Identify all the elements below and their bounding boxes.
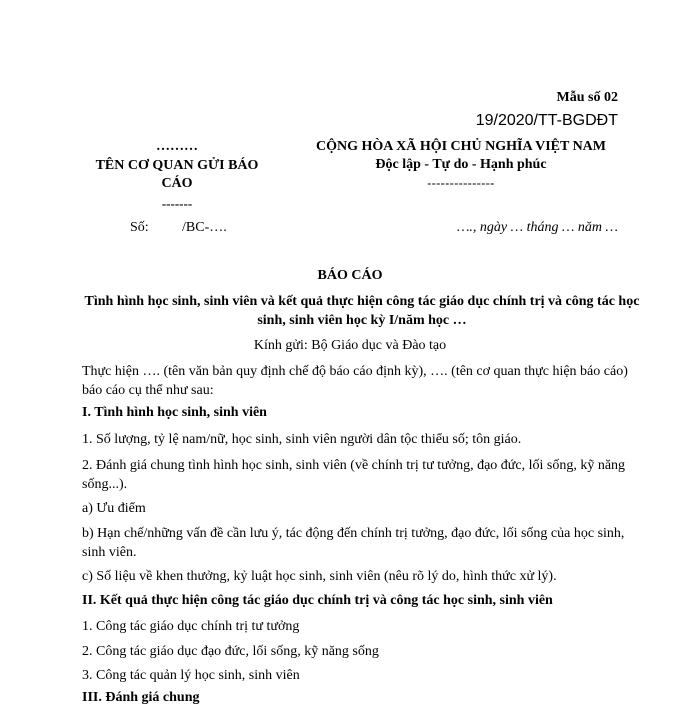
section1-heading: I. Tình hình học sinh, sinh viên [82, 405, 267, 420]
section1-item1: 1. Số lượng, tỷ lệ nam/nữ, học sinh, sinh viên người dân tộc thiểu số; tôn giáo. [82, 432, 522, 447]
document-title: BÁO CÁO [317, 268, 383, 283]
section1-item2: 2. Đánh giá chung tình hình học sinh, sinh viên (về chính trị tư tưởng, đạo đức, lối sống, kỹ năng sống...). [82, 458, 626, 492]
intro-paragraph: Thực hiện …. (tên văn bản quy định chế độ báo cáo định kỳ), …. (tên cơ quan thực hiện báo cáo) báo cáo cụ thể như sau: [82, 364, 628, 398]
agency-name: TÊN CƠ QUAN GỬI BÁO CÁO [95, 158, 259, 191]
number-label: Số: [130, 220, 149, 235]
section1-item-b: b) Hạn chế/những vấn đề cần lưu ý, tác động đến chính trị tưởng, đạo đức, lối sống của học sinh, sinh viên. [82, 526, 625, 560]
section2-heading: II. Kết quả thực hiện công tác giáo dục chính trị và công tác học sinh, sinh viên [82, 593, 553, 608]
section2-item1: 1. Công tác giáo dục chính trị tư tưởng [82, 619, 300, 634]
agency-divider: ------- [161, 196, 193, 211]
country-name: CỘNG HÒA XÃ HỘI CHỦ NGHĨA VIỆT NAM [315, 139, 606, 154]
form-number: Mẫu số 02 [556, 90, 618, 105]
section2-item3: 3. Công tác quản lý học sinh, sinh viên [82, 668, 300, 683]
section1-item-a: a) Ưu điểm [82, 501, 146, 516]
recipient-line: Kính gửi: Bộ Giáo dục và Đào tạo [253, 338, 447, 353]
number-code: /BC-…. [182, 220, 227, 235]
section1-item-c: c) Số liệu về khen thưởng, kỷ luật học sinh, sinh viên (nêu rõ lý do, hình thức xử lý). [82, 569, 557, 584]
document-subtitle: Tình hình học sinh, sinh viên và kết quả thực hiện công tác giáo dục chính trị và công tác học sinh, sinh viên học kỳ I/năm học … [84, 294, 640, 328]
section2-item2: 2. Công tác giáo dục đạo đức, lối sống, kỹ năng sống [82, 644, 379, 659]
motto-divider: --------------- [427, 176, 495, 190]
national-motto: Độc lập - Tự do - Hạnh phúc [375, 157, 547, 172]
agency-dots: ……… [156, 139, 198, 154]
circular-number: 19/2020/TT-BGDĐT [475, 112, 618, 129]
date-line: …., ngày … tháng … năm … [456, 220, 618, 235]
section3-heading: III. Đánh giá chung [82, 690, 200, 705]
